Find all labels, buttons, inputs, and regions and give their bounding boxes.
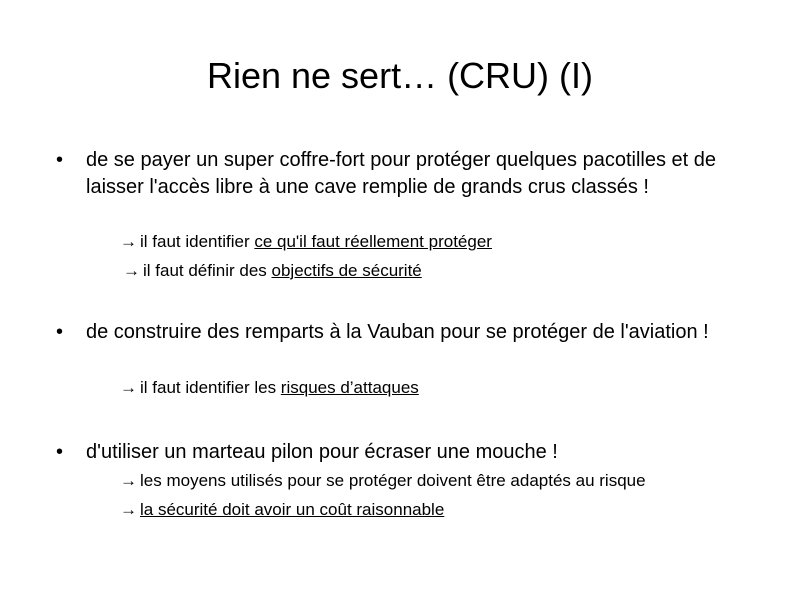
sub-item bbox=[120, 377, 419, 399]
sub-item bbox=[120, 499, 444, 521]
sub-underlined-text: objectifs de sécurité bbox=[271, 261, 422, 280]
arrow-icon: → bbox=[120, 471, 137, 490]
sub-underlined-text: risques d’attaques bbox=[280, 378, 419, 397]
sub-text: il faut définir des bbox=[143, 261, 272, 280]
slide-title: Rien ne sert… (CRU) (I) bbox=[206, 55, 594, 96]
bullet-icon: • bbox=[56, 149, 64, 171]
sub-text: les moyens utilisés pour se protéger doivent être adaptés au risque bbox=[140, 471, 646, 490]
sub-item bbox=[123, 260, 422, 282]
bullet-text: de se payer un super coffre-fort pour protéger quelques pacotilles et de laisser l'accès libre à une cave remplie de grands crus classés ! bbox=[86, 149, 717, 198]
arrow-icon: → bbox=[120, 500, 137, 519]
bullet-icon: • bbox=[56, 441, 64, 463]
sub-text: il faut identifier bbox=[140, 232, 255, 251]
bullet-text: de construire des remparts à la Vauban pour se protéger de l'aviation ! bbox=[86, 321, 709, 343]
sub-underlined-text: ce qu'il faut réellement protéger bbox=[254, 232, 492, 251]
bullet-text: d'utiliser un marteau pilon pour écraser une mouche ! bbox=[86, 441, 558, 463]
bullet-icon: • bbox=[56, 321, 64, 343]
arrow-icon: → bbox=[120, 232, 137, 251]
sub-text: il faut identifier les bbox=[140, 378, 281, 397]
arrow-icon: → bbox=[120, 378, 137, 397]
sub-item bbox=[120, 470, 646, 492]
sub-underlined-text: la sécurité doit avoir un coût raisonnable bbox=[140, 500, 445, 519]
arrow-icon: → bbox=[123, 261, 140, 280]
sub-item bbox=[120, 231, 492, 253]
